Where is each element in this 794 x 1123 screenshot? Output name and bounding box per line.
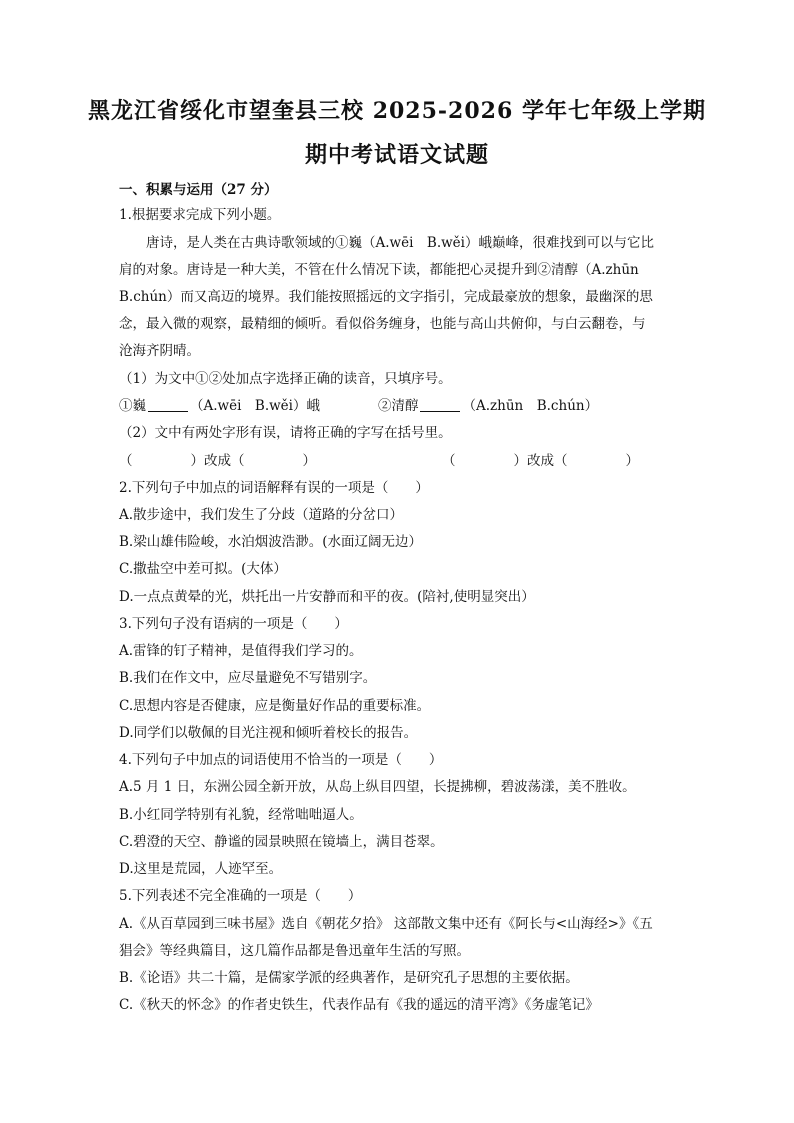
q2-option: C.撒盐空中差可拟。(大体）	[119, 561, 287, 577]
answer-blank[interactable]	[420, 398, 460, 412]
q2-option: A.散步途中，我们发生了分歧（道路的分岔口）	[119, 507, 404, 523]
q1-sub1-answers	[119, 397, 598, 415]
q1-sub2-answers: （ ）改成（ ） （ ）改成（ ）	[119, 453, 639, 469]
q1-passage-line: 唐诗，是人类在古典诗歌领域的①巍（A.wēi B.wěi）峨巅峰，很难找到可以与它比	[146, 235, 654, 251]
q1-passage-line: 念，最入微的观察，最精细的倾听。看似俗务缠身，也能与高山共俯仰，与白云翻卷，与	[119, 316, 646, 332]
q3-option: A.雷锋的钉子精神，是值得我们学习的。	[119, 643, 363, 659]
q1-sub1-b-options: （A.zhūn B.chún）	[462, 398, 599, 414]
q4-option: B.小红同学特别有礼貌，经常咄咄逼人。	[119, 807, 363, 823]
q1-sub1-a-label: ①巍	[119, 398, 146, 414]
q1-passage-line: B.chún）而又高迈的境界。我们能按照摇远的文字指引，完成最豪放的想象，最幽深的思	[119, 289, 653, 305]
q3-option: D.同学们以敬佩的目光注视和倾听着校长的报告。	[119, 725, 418, 741]
q2-stem: 2.下列句子中加点的词语解释有误的一项是（ ）	[119, 480, 429, 496]
q4-option: C.碧澄的天空、静谧的园景映照在镜墙上，满目苍翠。	[119, 834, 444, 850]
q1-sub2: （2）文中有两处字形有误，请将正确的字写在括号里。	[119, 425, 452, 441]
q1-sub1: （1）为文中①②处加点字选择正确的读音，只填序号。	[119, 371, 452, 387]
q5-stem: 5.下列表述不完全准确的一项是（ ）	[119, 888, 362, 904]
exam-title-line1: 黑龙江省绥化市望奎县三校 2025-2026 学年七年级上学期	[88, 98, 706, 124]
q5-option-line: B.《论语》共二十篇，是儒家学派的经典著作，是研究孔子思想的主要依据。	[119, 970, 579, 986]
q1-sub1-b-label: ②清醇	[377, 398, 419, 414]
q3-option: B.我们在作文中，应尽量避免不写错别字。	[119, 670, 377, 686]
q4-option: D.这里是荒园，人迹罕至。	[119, 861, 283, 877]
q3-stem: 3.下列句子没有语病的一项是（ ）	[119, 616, 348, 632]
q1-passage-line: 肩的对象。唐诗是一种大美，不管在什么情况下读，都能把心灵提升到②清醇（A.zhūn	[119, 262, 639, 278]
q4-stem: 4.下列句子中加点的词语使用不恰当的一项是（ ）	[119, 752, 443, 768]
answer-blank[interactable]	[148, 398, 188, 412]
q5-option-line: A.《从百草园到三味书屋》选自《朝花夕拾》 这部散文集中还有《阿长与<山海经>》《五	[119, 916, 653, 932]
q3-option: C.思想内容是否健康，应是衡量好作品的重要标准。	[119, 698, 431, 714]
q1-sub1-a-options: （A.wēi B.wěi）峨	[190, 398, 320, 414]
q4-option: A.5 月 1 日，东洲公园全新开放，从岛上纵目四望，长提拂柳，碧波荡漾，美不胜收。	[119, 779, 636, 795]
exam-title-line2: 期中考试语文试题	[304, 142, 489, 168]
q2-option: D.一点点黄晕的光，烘托出一片安静而和平的夜。(陪衬,使明显突出）	[119, 589, 535, 605]
q5-option-line: 猖会》等经典篇目，这几篇作品都是鲁迅童年生活的写照。	[119, 943, 470, 959]
q1-stem: 1.根据要求完成下列小题。	[119, 207, 281, 223]
q1-passage-line: 沧海齐阴晴。	[119, 343, 200, 359]
q5-option-line: C.《秋天的怀念》的作者史铁生，代表作品有《我的遥远的清平湾》《务虚笔记》	[119, 997, 599, 1013]
section-heading: 一、积累与运用（27 分）	[119, 182, 278, 198]
q2-option: B.梁山雄伟险峻，水泊烟波浩渺。(水面辽阔无边）	[119, 534, 422, 550]
